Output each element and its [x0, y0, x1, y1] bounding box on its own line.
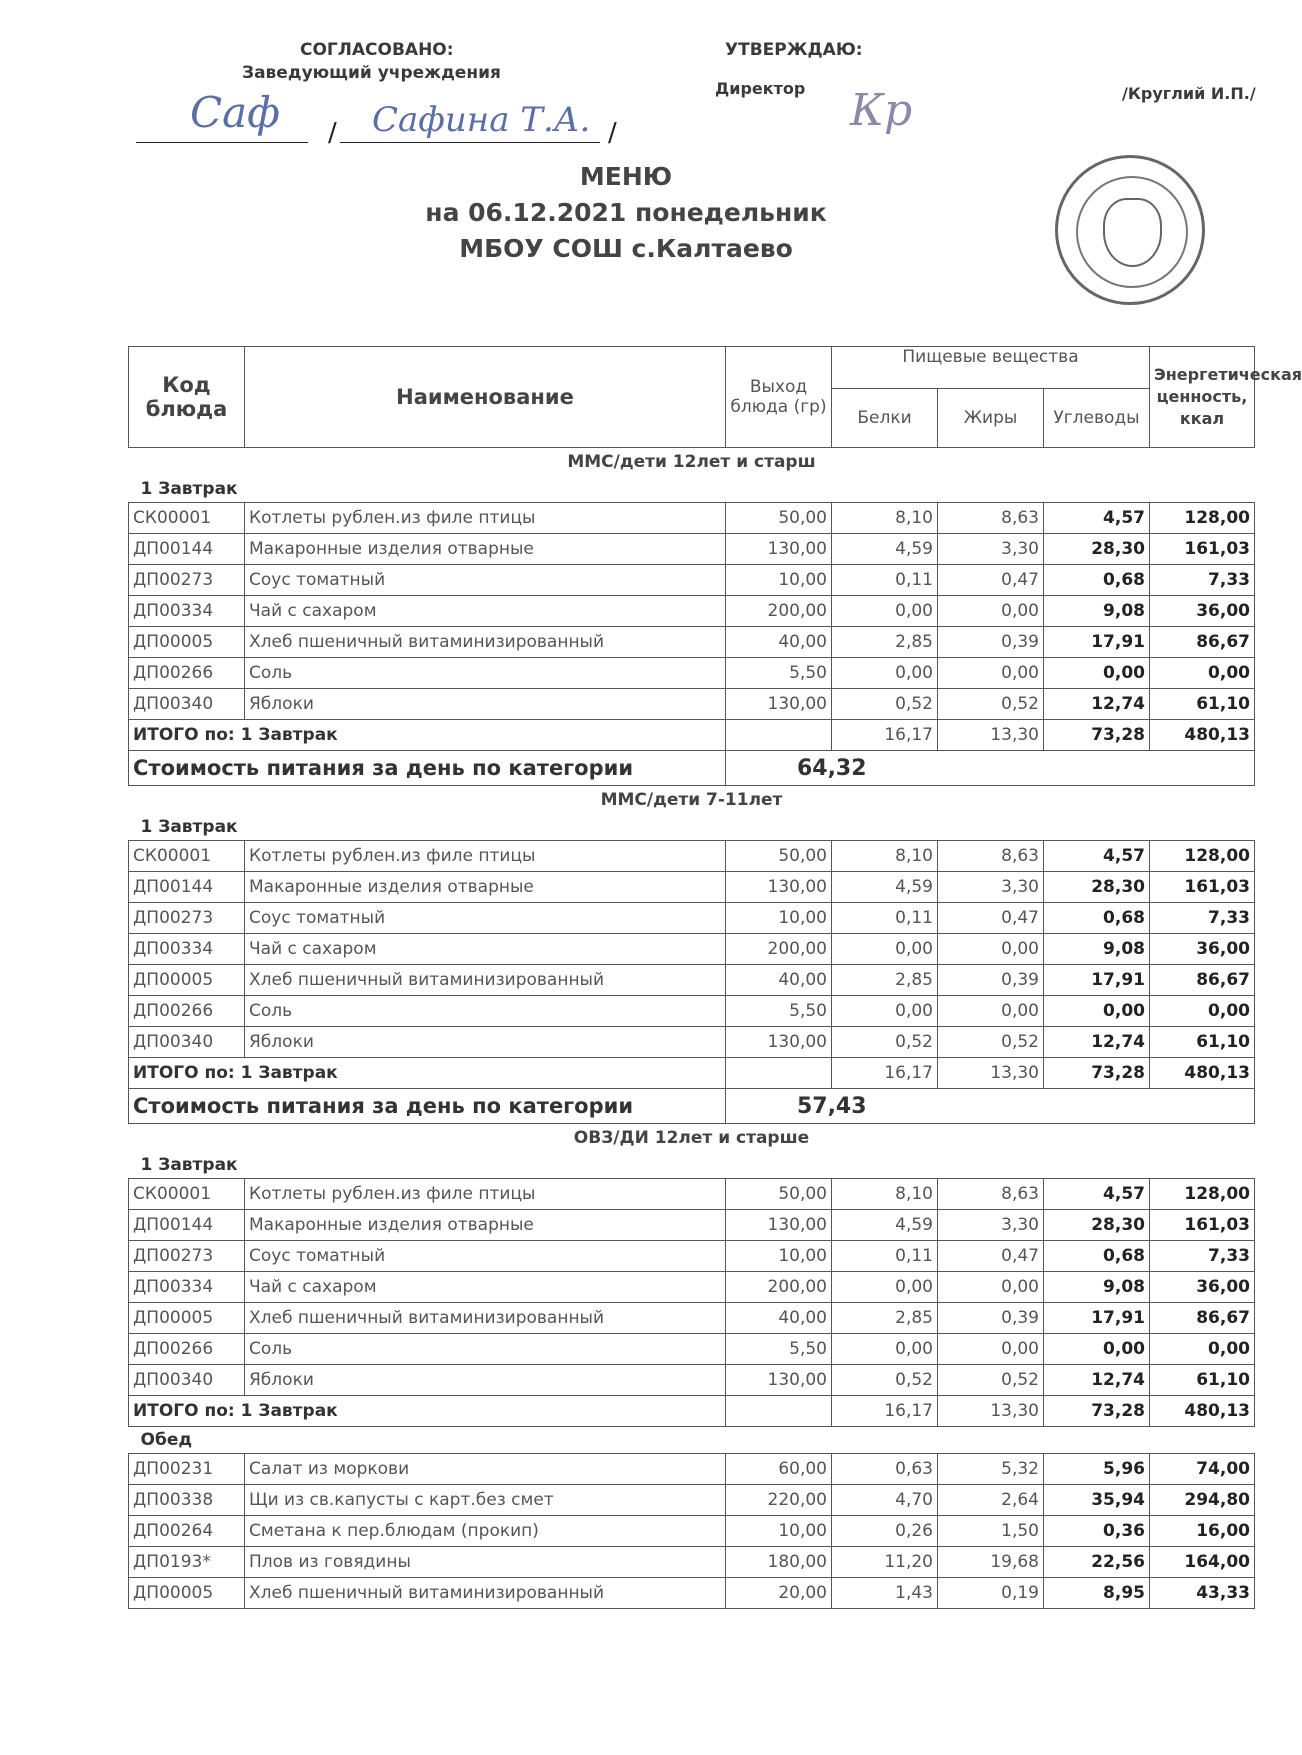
dish-fat: 0,19 — [938, 1578, 1044, 1609]
total-label: ИТОГО по: 1 Завтрак — [129, 1058, 726, 1089]
total-carbs: 73,28 — [1044, 720, 1150, 751]
dish-code: ДП00266 — [129, 658, 245, 689]
dish-yield: 5,50 — [726, 1334, 832, 1365]
agreed-name: Сафина Т.А. — [372, 100, 591, 140]
dish-protein: 2,85 — [832, 965, 938, 996]
table-row — [129, 1241, 1255, 1272]
dish-yield: 180,00 — [726, 1547, 832, 1578]
col-carbs: Углеводы — [1044, 389, 1150, 448]
col-yield: Выход блюда (гр) — [726, 347, 832, 448]
dish-code: ДП00005 — [129, 1578, 245, 1609]
cost-row — [129, 1089, 1255, 1124]
total-yield-empty — [726, 1058, 832, 1089]
dish-energy: 61,10 — [1150, 1027, 1255, 1058]
dish-code: ДП00338 — [129, 1485, 245, 1516]
dish-protein: 4,59 — [832, 1210, 938, 1241]
table-row — [129, 1365, 1255, 1396]
dish-energy: 128,00 — [1150, 841, 1255, 872]
cost-value: 57,43 — [726, 1089, 938, 1124]
dish-fat: 0,39 — [938, 965, 1044, 996]
dish-energy: 0,00 — [1150, 996, 1255, 1027]
dish-code: ДП00264 — [129, 1516, 245, 1547]
meal-row — [129, 1152, 1255, 1179]
dish-energy: 161,03 — [1150, 872, 1255, 903]
dish-name: Щи из св.капусты с карт.без смет — [245, 1485, 726, 1516]
dish-energy: 128,00 — [1150, 1179, 1255, 1210]
meal-row — [129, 476, 1255, 503]
meal-title: 1 Завтрак — [140, 479, 238, 499]
agreed-role: Заведующий учреждения — [242, 63, 501, 83]
total-energy: 480,13 — [1150, 1058, 1255, 1089]
total-row — [129, 720, 1255, 751]
total-carbs: 73,28 — [1044, 1396, 1150, 1427]
col-nutrients: Пищевые вещества — [832, 347, 1150, 389]
dish-carbs: 4,57 — [1044, 841, 1150, 872]
dish-fat: 0,00 — [938, 1334, 1044, 1365]
dish-code: СК00001 — [129, 1179, 245, 1210]
dish-protein: 0,26 — [832, 1516, 938, 1547]
dish-yield: 20,00 — [726, 1578, 832, 1609]
approve-signature: Кр — [850, 85, 913, 136]
dish-carbs: 28,30 — [1044, 534, 1150, 565]
dish-carbs: 4,57 — [1044, 503, 1150, 534]
dish-name: Чай с сахаром — [245, 934, 726, 965]
meal-title: 1 Завтрак — [140, 817, 238, 837]
dish-carbs: 0,68 — [1044, 565, 1150, 596]
dish-fat: 0,39 — [938, 627, 1044, 658]
official-seal — [1055, 155, 1205, 305]
dish-yield: 130,00 — [726, 1365, 832, 1396]
dish-fat: 2,64 — [938, 1485, 1044, 1516]
dish-carbs: 12,74 — [1044, 1365, 1150, 1396]
dish-energy: 86,67 — [1150, 1303, 1255, 1334]
dish-carbs: 0,00 — [1044, 1334, 1150, 1365]
dish-name: Соль — [245, 996, 726, 1027]
dish-code: ДП00005 — [129, 627, 245, 658]
total-label: ИТОГО по: 1 Завтрак — [129, 720, 726, 751]
dish-name: Салат из моркови — [245, 1454, 726, 1485]
dish-yield: 130,00 — [726, 1027, 832, 1058]
table-row — [129, 996, 1255, 1027]
total-carbs: 73,28 — [1044, 1058, 1150, 1089]
dish-protein: 8,10 — [832, 503, 938, 534]
dish-fat: 8,63 — [938, 503, 1044, 534]
table-row — [129, 1547, 1255, 1578]
dish-protein: 0,00 — [832, 658, 938, 689]
dish-energy: 61,10 — [1150, 1365, 1255, 1396]
dish-carbs: 28,30 — [1044, 872, 1150, 903]
table-row — [129, 1303, 1255, 1334]
dish-code: ДП00144 — [129, 872, 245, 903]
total-fat: 13,30 — [938, 720, 1044, 751]
dish-protein: 0,52 — [832, 1365, 938, 1396]
dish-code: ДП00266 — [129, 996, 245, 1027]
dish-fat: 0,00 — [938, 596, 1044, 627]
total-row — [129, 1058, 1255, 1089]
dish-fat: 0,47 — [938, 903, 1044, 934]
dish-energy: 164,00 — [1150, 1547, 1255, 1578]
dish-name: Макаронные изделия отварные — [245, 1210, 726, 1241]
dish-fat: 19,68 — [938, 1547, 1044, 1578]
signature-line — [136, 142, 308, 143]
dish-yield: 60,00 — [726, 1454, 832, 1485]
approve-name: /Круглий И.П./ — [1122, 84, 1256, 103]
approve-label: УТВЕРЖДАЮ: — [725, 40, 863, 60]
dish-protein: 0,52 — [832, 689, 938, 720]
dish-code: ДП00005 — [129, 1303, 245, 1334]
table-row — [129, 1027, 1255, 1058]
table-row — [129, 1454, 1255, 1485]
dish-name: Чай с сахаром — [245, 1272, 726, 1303]
dish-name: Яблоки — [245, 1365, 726, 1396]
total-protein: 16,17 — [832, 1058, 938, 1089]
dish-protein: 4,59 — [832, 534, 938, 565]
dish-energy: 16,00 — [1150, 1516, 1255, 1547]
dish-yield: 40,00 — [726, 1303, 832, 1334]
dish-carbs: 9,08 — [1044, 596, 1150, 627]
dish-code: ДП00144 — [129, 534, 245, 565]
dish-protein: 4,59 — [832, 872, 938, 903]
dish-carbs: 12,74 — [1044, 689, 1150, 720]
dish-carbs: 0,00 — [1044, 658, 1150, 689]
dish-energy: 161,03 — [1150, 1210, 1255, 1241]
col-code: Код блюда — [129, 347, 245, 448]
section-title: ОВЗ/ДИ 12лет и старше — [573, 1128, 810, 1148]
dish-carbs: 22,56 — [1044, 1547, 1150, 1578]
dish-code: ДП0193* — [129, 1547, 245, 1578]
col-energy: Энергетическая ценность, ккал — [1150, 347, 1255, 448]
table-row — [129, 841, 1255, 872]
dish-code: ДП00144 — [129, 1210, 245, 1241]
total-fat: 13,30 — [938, 1058, 1044, 1089]
cost-value: 64,32 — [726, 751, 938, 786]
table-row — [129, 872, 1255, 903]
dish-fat: 0,52 — [938, 1365, 1044, 1396]
dish-protein: 0,11 — [832, 903, 938, 934]
dish-code: ДП00334 — [129, 596, 245, 627]
dish-fat: 0,00 — [938, 1272, 1044, 1303]
dish-fat: 0,00 — [938, 934, 1044, 965]
dish-yield: 10,00 — [726, 565, 832, 596]
dish-name: Хлеб пшеничный витаминизированный — [245, 965, 726, 996]
table-row — [129, 627, 1255, 658]
dish-code: ДП00273 — [129, 903, 245, 934]
total-fat: 13,30 — [938, 1396, 1044, 1427]
dish-code: ДП00334 — [129, 934, 245, 965]
dish-name: Хлеб пшеничный витаминизированный — [245, 627, 726, 658]
total-energy: 480,13 — [1150, 1396, 1255, 1427]
dish-name: Соль — [245, 1334, 726, 1365]
table-row — [129, 1485, 1255, 1516]
dish-yield: 200,00 — [726, 596, 832, 627]
dish-code: ДП00005 — [129, 965, 245, 996]
dish-carbs: 0,36 — [1044, 1516, 1150, 1547]
dish-carbs: 8,95 — [1044, 1578, 1150, 1609]
table-row — [129, 1179, 1255, 1210]
dish-energy: 43,33 — [1150, 1578, 1255, 1609]
dish-name: Яблоки — [245, 1027, 726, 1058]
meal-title: 1 Завтрак — [140, 1155, 238, 1175]
dish-carbs: 9,08 — [1044, 934, 1150, 965]
dish-fat: 5,32 — [938, 1454, 1044, 1485]
dish-energy: 7,33 — [1150, 1241, 1255, 1272]
dish-energy: 74,00 — [1150, 1454, 1255, 1485]
table-row — [129, 565, 1255, 596]
dish-protein: 0,00 — [832, 1272, 938, 1303]
total-yield-empty — [726, 1396, 832, 1427]
dish-fat: 8,63 — [938, 1179, 1044, 1210]
dish-name: Чай с сахаром — [245, 596, 726, 627]
dish-yield: 130,00 — [726, 534, 832, 565]
dish-code: ДП00266 — [129, 1334, 245, 1365]
menu-table — [128, 346, 1302, 1609]
dish-protein: 2,85 — [832, 627, 938, 658]
section-title: ММС/дети 7-11лет — [600, 790, 783, 810]
dish-protein: 8,10 — [832, 1179, 938, 1210]
separator-slash: / — [328, 118, 337, 148]
dish-carbs: 0,68 — [1044, 903, 1150, 934]
dish-carbs: 17,91 — [1044, 1303, 1150, 1334]
dish-protein: 0,00 — [832, 596, 938, 627]
dish-yield: 130,00 — [726, 872, 832, 903]
dish-code: ДП00273 — [129, 565, 245, 596]
dish-energy: 86,67 — [1150, 627, 1255, 658]
dish-name: Плов из говядины — [245, 1547, 726, 1578]
dish-energy: 161,03 — [1150, 534, 1255, 565]
name-line — [340, 142, 600, 143]
separator-slash: / — [608, 118, 617, 148]
dish-yield: 50,00 — [726, 1179, 832, 1210]
cost-empty — [938, 1089, 1255, 1124]
dish-name: Макаронные изделия отварные — [245, 872, 726, 903]
dish-code: ДП00334 — [129, 1272, 245, 1303]
dish-protein: 2,85 — [832, 1303, 938, 1334]
total-protein: 16,17 — [832, 1396, 938, 1427]
dish-energy: 294,80 — [1150, 1485, 1255, 1516]
cost-empty — [938, 751, 1255, 786]
table-row — [129, 596, 1255, 627]
table-row — [129, 903, 1255, 934]
dish-yield: 50,00 — [726, 841, 832, 872]
dish-fat: 8,63 — [938, 841, 1044, 872]
dish-energy: 128,00 — [1150, 503, 1255, 534]
dish-yield: 10,00 — [726, 1516, 832, 1547]
dish-yield: 130,00 — [726, 689, 832, 720]
dish-yield: 220,00 — [726, 1485, 832, 1516]
dish-protein: 0,00 — [832, 1334, 938, 1365]
cost-label: Стоимость питания за день по категории — [129, 751, 726, 786]
school-name: МБОУ СОШ с.Калтаево — [459, 234, 793, 263]
total-yield-empty — [726, 720, 832, 751]
table-row — [129, 689, 1255, 720]
dish-fat: 3,30 — [938, 872, 1044, 903]
table-row — [129, 965, 1255, 996]
dish-carbs: 9,08 — [1044, 1272, 1150, 1303]
dish-energy: 61,10 — [1150, 689, 1255, 720]
dish-energy: 36,00 — [1150, 934, 1255, 965]
approve-role: Директор — [715, 79, 806, 98]
table-row — [129, 658, 1255, 689]
dish-energy: 0,00 — [1150, 1334, 1255, 1365]
total-protein: 16,17 — [832, 720, 938, 751]
dish-energy: 7,33 — [1150, 903, 1255, 934]
dish-fat: 0,52 — [938, 689, 1044, 720]
total-label: ИТОГО по: 1 Завтрак — [129, 1396, 726, 1427]
dish-carbs: 35,94 — [1044, 1485, 1150, 1516]
dish-name: Макаронные изделия отварные — [245, 534, 726, 565]
dish-protein: 0,63 — [832, 1454, 938, 1485]
section-row — [129, 448, 1255, 477]
dish-yield: 40,00 — [726, 627, 832, 658]
table-row — [129, 1210, 1255, 1241]
dish-energy: 0,00 — [1150, 658, 1255, 689]
dish-yield: 200,00 — [726, 1272, 832, 1303]
dish-protein: 0,52 — [832, 1027, 938, 1058]
dish-fat: 0,47 — [938, 565, 1044, 596]
dish-yield: 50,00 — [726, 503, 832, 534]
dish-yield: 40,00 — [726, 965, 832, 996]
table-row — [129, 1516, 1255, 1547]
dish-protein: 0,11 — [832, 1241, 938, 1272]
dish-code: ДП00340 — [129, 1027, 245, 1058]
dish-protein: 0,00 — [832, 934, 938, 965]
dish-carbs: 0,68 — [1044, 1241, 1150, 1272]
dish-name: Яблоки — [245, 689, 726, 720]
dish-name: Соус томатный — [245, 903, 726, 934]
dish-name: Соус томатный — [245, 1241, 726, 1272]
dish-carbs: 4,57 — [1044, 1179, 1150, 1210]
dish-carbs: 17,91 — [1044, 627, 1150, 658]
dish-fat: 0,00 — [938, 996, 1044, 1027]
dish-name: Хлеб пшеничный витаминизированный — [245, 1303, 726, 1334]
meal-title: Обед — [140, 1430, 193, 1450]
dish-code: СК00001 — [129, 841, 245, 872]
dish-code: ДП00231 — [129, 1454, 245, 1485]
meal-row — [129, 814, 1255, 841]
dish-code: ДП00273 — [129, 1241, 245, 1272]
dish-energy: 36,00 — [1150, 1272, 1255, 1303]
dish-protein: 11,20 — [832, 1547, 938, 1578]
dish-protein: 0,11 — [832, 565, 938, 596]
dish-name: Котлеты рублен.из филе птицы — [245, 503, 726, 534]
dish-fat: 0,39 — [938, 1303, 1044, 1334]
dish-yield: 5,50 — [726, 996, 832, 1027]
dish-yield: 5,50 — [726, 658, 832, 689]
dish-carbs: 17,91 — [1044, 965, 1150, 996]
dish-carbs: 28,30 — [1044, 1210, 1150, 1241]
dish-name: Котлеты рублен.из филе птицы — [245, 841, 726, 872]
dish-energy: 86,67 — [1150, 965, 1255, 996]
dish-energy: 7,33 — [1150, 565, 1255, 596]
table-row — [129, 1272, 1255, 1303]
dish-protein: 4,70 — [832, 1485, 938, 1516]
table-row — [129, 934, 1255, 965]
dish-protein: 1,43 — [832, 1578, 938, 1609]
table-row — [129, 503, 1255, 534]
dish-energy: 36,00 — [1150, 596, 1255, 627]
dish-protein: 8,10 — [832, 841, 938, 872]
dish-yield: 200,00 — [726, 934, 832, 965]
dish-yield: 10,00 — [726, 903, 832, 934]
cost-label: Стоимость питания за день по категории — [129, 1089, 726, 1124]
dish-name: Сметана к пер.блюдам (прокип) — [245, 1516, 726, 1547]
dish-code: СК00001 — [129, 503, 245, 534]
dish-carbs: 12,74 — [1044, 1027, 1150, 1058]
total-row — [129, 1396, 1255, 1427]
dish-yield: 130,00 — [726, 1210, 832, 1241]
page-title: МЕНЮ — [579, 162, 673, 191]
dish-fat: 0,47 — [938, 1241, 1044, 1272]
col-protein: Белки — [832, 389, 938, 448]
cost-row — [129, 751, 1255, 786]
section-row — [129, 786, 1255, 815]
col-name: Наименование — [245, 347, 726, 448]
section-row — [129, 1124, 1255, 1153]
dish-name: Хлеб пшеничный витаминизированный — [245, 1578, 726, 1609]
dish-name: Соль — [245, 658, 726, 689]
agreed-signature: Саф — [190, 88, 281, 137]
dish-name: Котлеты рублен.из филе птицы — [245, 1179, 726, 1210]
dish-fat: 0,00 — [938, 658, 1044, 689]
dish-code: ДП00340 — [129, 1365, 245, 1396]
agreed-label: СОГЛАСОВАНО: — [300, 40, 454, 60]
table-row — [129, 1578, 1255, 1609]
dish-fat: 3,30 — [938, 534, 1044, 565]
dish-protein: 0,00 — [832, 996, 938, 1027]
col-fat: Жиры — [938, 389, 1044, 448]
section-title: ММС/дети 12лет и старш — [567, 452, 816, 472]
dish-fat: 0,52 — [938, 1027, 1044, 1058]
dish-fat: 3,30 — [938, 1210, 1044, 1241]
dish-fat: 1,50 — [938, 1516, 1044, 1547]
dish-carbs: 0,00 — [1044, 996, 1150, 1027]
dish-code: ДП00340 — [129, 689, 245, 720]
page-date: на 06.12.2021 понедельник — [425, 198, 827, 227]
table-row — [129, 1334, 1255, 1365]
meal-row — [129, 1427, 1255, 1454]
dish-carbs: 5,96 — [1044, 1454, 1150, 1485]
total-energy: 480,13 — [1150, 720, 1255, 751]
table-row — [129, 534, 1255, 565]
dish-yield: 10,00 — [726, 1241, 832, 1272]
dish-name: Соус томатный — [245, 565, 726, 596]
